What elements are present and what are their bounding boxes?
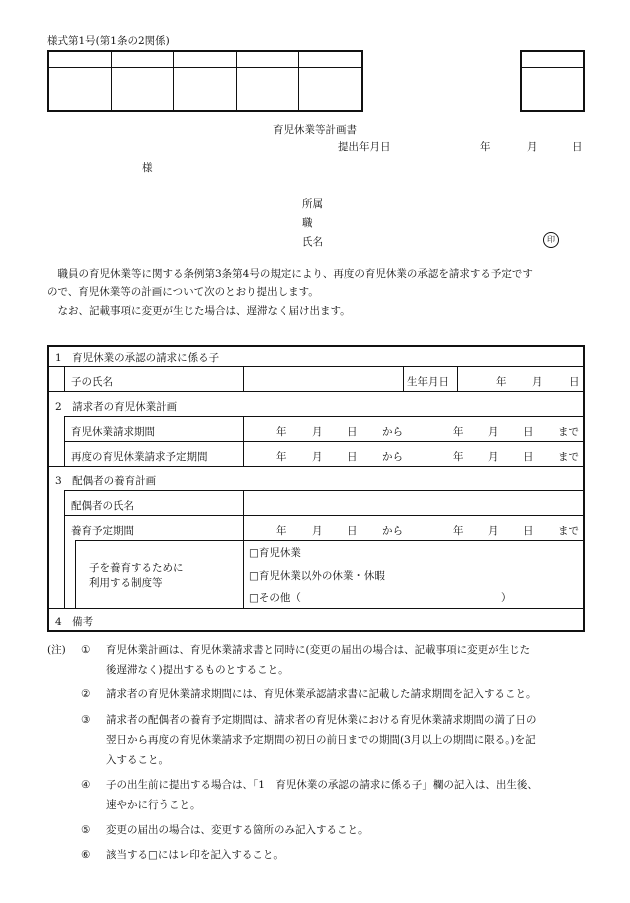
submission-day[interactable]: 日 [572, 141, 583, 153]
note-line: 速やかに行うこと。 [106, 799, 201, 811]
addressee-suffix: 様 [142, 162, 153, 174]
section3-heading: 3 配偶者の養育計画 [55, 475, 157, 487]
system-label-line2: 利用する制度等 [89, 577, 163, 589]
approval-stamp-table [47, 50, 363, 112]
note-number: ① [81, 644, 91, 656]
note-number: ② [81, 688, 91, 700]
period-start-day[interactable]: 日 [347, 426, 358, 438]
from-text: から [382, 426, 403, 438]
care-start-month[interactable]: 月 [312, 525, 323, 537]
note-line: 請求者の配偶者の養育予定期間は、請求者の育児休業における育児休業請求期間の満了日の [106, 714, 537, 726]
note-line: 変更の届出の場合は、変更する箇所のみ記入すること。 [106, 824, 369, 836]
period-start-year[interactable]: 年 [276, 426, 287, 438]
stamp-cell [112, 52, 175, 110]
birth-year[interactable]: 年 [496, 376, 507, 388]
stamp-cell [299, 52, 361, 110]
note-line: 請求者の育児休業請求期間には、育児休業承認請求書に記載した請求期間を記入すること。 [106, 688, 537, 700]
care-start-year[interactable]: 年 [276, 525, 287, 537]
until-text: まで [558, 451, 579, 463]
birth-date-label: 生年月日 [407, 376, 449, 388]
section2-heading: 2 請求者の育児休業計画 [55, 401, 178, 413]
option-other-close: ） [501, 592, 512, 604]
stamp-cell [174, 52, 237, 110]
birth-month[interactable]: 月 [532, 376, 543, 388]
note-line: 子の出生前に提出する場合は、「1 育児休業の承認の請求に係る子」欄の記入は、出生後、 [106, 779, 538, 791]
note-number: ⑤ [81, 824, 91, 836]
until-text: まで [558, 426, 579, 438]
request-period-label: 育児休業請求期間 [71, 426, 155, 438]
until-text: まで [558, 525, 579, 537]
note-line: 後遅滞なく)提出するものとすること。 [106, 664, 289, 676]
name-label: 氏名 [302, 236, 323, 248]
form-number: 様式第1号(第1条の2関係) [47, 35, 170, 47]
plan-form-table [47, 345, 585, 632]
period-end-year[interactable]: 年 [453, 426, 464, 438]
stamp-cell [49, 52, 112, 110]
stamp-cell [237, 52, 300, 110]
note-number: ⑥ [81, 849, 91, 861]
body-note: なお、記載事項に変更が生じた場合は、遅滞なく届け出ます。 [57, 305, 351, 317]
note-number: ④ [81, 779, 91, 791]
body-paragraph [47, 266, 585, 301]
document-title: 育児休業等計画書 [273, 124, 357, 136]
period-end-day[interactable]: 日 [523, 451, 534, 463]
period-start-month[interactable]: 月 [312, 426, 323, 438]
period-end-month[interactable]: 月 [488, 451, 499, 463]
birth-day[interactable]: 日 [569, 376, 580, 388]
submission-year[interactable]: 年 [480, 141, 491, 153]
note-line: 入すること。 [106, 754, 169, 766]
affiliation-label: 所属 [302, 198, 323, 210]
submission-month[interactable]: 月 [527, 141, 538, 153]
section1-heading: 1 育児休業の承認の請求に係る子 [55, 352, 220, 364]
care-end-month[interactable]: 月 [488, 525, 499, 537]
seal-mark: 印 [543, 232, 559, 248]
period-start-month[interactable]: 月 [312, 451, 323, 463]
system-label-line1: 子を養育するために [89, 562, 184, 574]
submission-date-label: 提出年月日 [338, 141, 391, 153]
care-end-day[interactable]: 日 [523, 525, 534, 537]
period-end-year[interactable]: 年 [453, 451, 464, 463]
child-name-label: 子の氏名 [71, 376, 113, 388]
section4-heading: 4 備考 [55, 616, 94, 628]
from-text: から [382, 525, 403, 537]
notes-label: (注) [47, 644, 66, 656]
body-line: 職員の育児休業等に関する条例第3条第4号の規定により、再度の育児休業の承認を請求する予定です [57, 268, 533, 280]
option-childcare-leave-checkbox[interactable]: □育児休業 [249, 547, 301, 559]
re-request-period-label: 再度の育児休業請求予定期間 [71, 451, 208, 463]
spouse-name-label: 配偶者の氏名 [71, 500, 134, 512]
option-other-leave-checkbox[interactable]: □育児休業以外の休業・休暇 [249, 570, 385, 582]
note-line: 育児休業計画は、育児休業請求書と同時に(変更の届出の場合は、記載事項に変更が生じた [106, 644, 531, 656]
care-start-day[interactable]: 日 [347, 525, 358, 537]
note-line: 翌日から再度の育児休業請求予定期間の初日の前日までの期間(3月以上の期間に限る。)を記 [106, 734, 536, 746]
from-text: から [382, 451, 403, 463]
option-other-checkbox[interactable]: □その他（ [249, 592, 301, 604]
period-start-day[interactable]: 日 [347, 451, 358, 463]
body-line: ので、育児休業等の計画について次のとおり提出します。 [47, 285, 319, 298]
care-end-year[interactable]: 年 [453, 525, 464, 537]
receipt-stamp-box [520, 50, 585, 112]
care-period-label: 養育予定期間 [71, 525, 134, 537]
period-end-day[interactable]: 日 [523, 426, 534, 438]
period-end-month[interactable]: 月 [488, 426, 499, 438]
note-number: ③ [81, 714, 91, 726]
period-start-year[interactable]: 年 [276, 451, 287, 463]
position-label: 職 [302, 217, 313, 229]
note-line: 該当する□にはレ印を記入すること。 [106, 849, 284, 861]
